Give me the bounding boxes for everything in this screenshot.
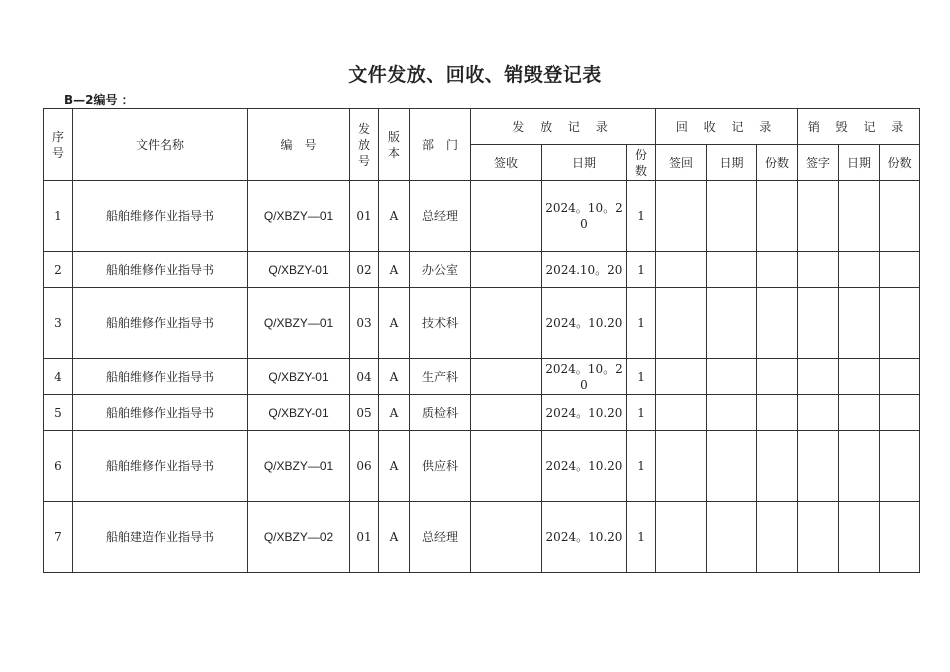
row-recall-date [707, 502, 757, 573]
row-destroy-sign [798, 252, 839, 288]
row-issue-date: 2024。10。20 [542, 181, 627, 252]
row-department: 总经理 [410, 502, 471, 573]
row-department: 生产科 [410, 359, 471, 395]
row-file-name: 船舶维修作业指导书 [73, 431, 248, 502]
row-issue-no: 01 [350, 181, 379, 252]
row-issue-no: 03 [350, 288, 379, 359]
row-destroy-copies [880, 359, 920, 395]
doc-number-label: B—2编号 ： [64, 93, 134, 107]
header-department: 部 门 [410, 109, 471, 181]
row-seq: 1 [44, 181, 73, 252]
row-destroy-date [839, 252, 880, 288]
table-row [44, 502, 920, 573]
row-code: Q/XBZY—02 [248, 502, 350, 573]
row-recall-date [707, 288, 757, 359]
row-recall-sign [656, 431, 707, 502]
row-issue-no: 02 [350, 252, 379, 288]
table-row [44, 395, 920, 431]
row-department: 技术科 [410, 288, 471, 359]
header-issue-date: 日期 [542, 145, 627, 181]
row-recall-copies [757, 502, 798, 573]
row-issue-sign [471, 431, 542, 502]
row-destroy-date [839, 502, 880, 573]
table-row [44, 431, 920, 502]
row-destroy-sign [798, 502, 839, 573]
row-destroy-date [839, 288, 880, 359]
row-seq: 5 [44, 395, 73, 431]
row-recall-date [707, 431, 757, 502]
header-issue-no: 发放号 [350, 109, 379, 181]
row-issue-sign [471, 359, 542, 395]
row-recall-date [707, 395, 757, 431]
row-code: Q/XBZY-01 [248, 359, 350, 395]
row-code: Q/XBZY-01 [248, 252, 350, 288]
row-destroy-copies [880, 431, 920, 502]
row-issue-copies: 1 [627, 395, 656, 431]
row-department: 办公室 [410, 252, 471, 288]
row-version: A [379, 395, 410, 431]
row-destroy-copies [880, 252, 920, 288]
row-issue-copies: 1 [627, 502, 656, 573]
row-recall-copies [757, 252, 798, 288]
header-seq: 序号 [44, 109, 73, 181]
row-seq: 3 [44, 288, 73, 359]
row-version: A [379, 288, 410, 359]
row-seq: 2 [44, 252, 73, 288]
row-destroy-copies [880, 181, 920, 252]
row-issue-copies: 1 [627, 181, 656, 252]
row-destroy-copies [880, 502, 920, 573]
row-version: A [379, 359, 410, 395]
row-recall-sign [656, 288, 707, 359]
header-issue-sign: 签收 [471, 145, 542, 181]
row-destroy-sign [798, 395, 839, 431]
row-issue-sign [471, 502, 542, 573]
row-issue-copies: 1 [627, 359, 656, 395]
row-destroy-sign [798, 181, 839, 252]
row-department: 质检科 [410, 395, 471, 431]
row-seq: 7 [44, 502, 73, 573]
row-issue-no: 06 [350, 431, 379, 502]
header-recall-date: 日期 [707, 145, 757, 181]
row-department: 总经理 [410, 181, 471, 252]
row-file-name: 船舶建造作业指导书 [73, 502, 248, 573]
row-issue-no: 01 [350, 502, 379, 573]
row-recall-date [707, 181, 757, 252]
header-number: 编 号 [248, 109, 350, 181]
table-row [44, 252, 920, 288]
row-destroy-copies [880, 395, 920, 431]
row-issue-no: 04 [350, 359, 379, 395]
row-issue-date: 2024。10.20 [542, 431, 627, 502]
row-issue-sign [471, 181, 542, 252]
row-version: A [379, 181, 410, 252]
row-seq: 6 [44, 431, 73, 502]
row-recall-sign [656, 395, 707, 431]
row-issue-date: 2024。10.20 [542, 502, 627, 573]
row-recall-date [707, 359, 757, 395]
row-recall-sign [656, 252, 707, 288]
row-issue-copies: 1 [627, 252, 656, 288]
row-destroy-date [839, 359, 880, 395]
row-destroy-date [839, 431, 880, 502]
header-recall-sign: 签回 [656, 145, 707, 181]
row-recall-copies [757, 395, 798, 431]
row-file-name: 船舶维修作业指导书 [73, 395, 248, 431]
row-destroy-date [839, 395, 880, 431]
row-issue-sign [471, 288, 542, 359]
row-file-name: 船舶维修作业指导书 [73, 359, 248, 395]
row-recall-sign [656, 181, 707, 252]
row-issue-copies: 1 [627, 431, 656, 502]
row-issue-sign [471, 252, 542, 288]
row-destroy-sign [798, 288, 839, 359]
row-recall-copies [757, 431, 798, 502]
header-recall-copies: 份数 [757, 145, 798, 181]
row-department: 供应科 [410, 431, 471, 502]
table-row [44, 359, 920, 395]
row-destroy-copies [880, 288, 920, 359]
header-destroy-copies: 份数 [880, 145, 920, 181]
row-issue-sign [471, 395, 542, 431]
row-recall-copies [757, 288, 798, 359]
page-title: 文件发放、回收、销毁登记表 [348, 64, 602, 86]
header-issue-record: 发 放 记 录 [471, 109, 656, 145]
header-recall-record: 回 收 记 录 [656, 109, 798, 145]
table-row [44, 181, 920, 252]
row-issue-date: 2024.10。20 [542, 252, 627, 288]
row-issue-date: 2024。10.20 [542, 288, 627, 359]
row-version: A [379, 502, 410, 573]
row-code: Q/XBZY—01 [248, 288, 350, 359]
row-issue-copies: 1 [627, 288, 656, 359]
header-issue-copies: 份数 [627, 145, 656, 181]
row-version: A [379, 252, 410, 288]
row-destroy-sign [798, 359, 839, 395]
row-destroy-date [839, 181, 880, 252]
row-destroy-sign [798, 431, 839, 502]
row-version: A [379, 431, 410, 502]
row-recall-copies [757, 181, 798, 252]
row-code: Q/XBZY-01 [248, 395, 350, 431]
row-issue-date: 2024。10。20 [542, 359, 627, 395]
row-recall-copies [757, 359, 798, 395]
row-recall-sign [656, 502, 707, 573]
header-destroy-record: 销 毁 记 录 [798, 109, 920, 145]
row-code: Q/XBZY—01 [248, 181, 350, 252]
table-row [44, 288, 920, 359]
row-recall-date [707, 252, 757, 288]
header-file-name: 文件名称 [73, 109, 248, 181]
row-file-name: 船舶维修作业指导书 [73, 252, 248, 288]
header-destroy-sign: 签字 [798, 145, 839, 181]
row-issue-date: 2024。10.20 [542, 395, 627, 431]
row-file-name: 船舶维修作业指导书 [73, 181, 248, 252]
row-seq: 4 [44, 359, 73, 395]
row-file-name: 船舶维修作业指导书 [73, 288, 248, 359]
row-issue-no: 05 [350, 395, 379, 431]
row-recall-sign [656, 359, 707, 395]
header-destroy-date: 日期 [839, 145, 880, 181]
register-table [43, 108, 920, 573]
row-code: Q/XBZY—01 [248, 431, 350, 502]
header-version: 版本 [379, 109, 410, 181]
